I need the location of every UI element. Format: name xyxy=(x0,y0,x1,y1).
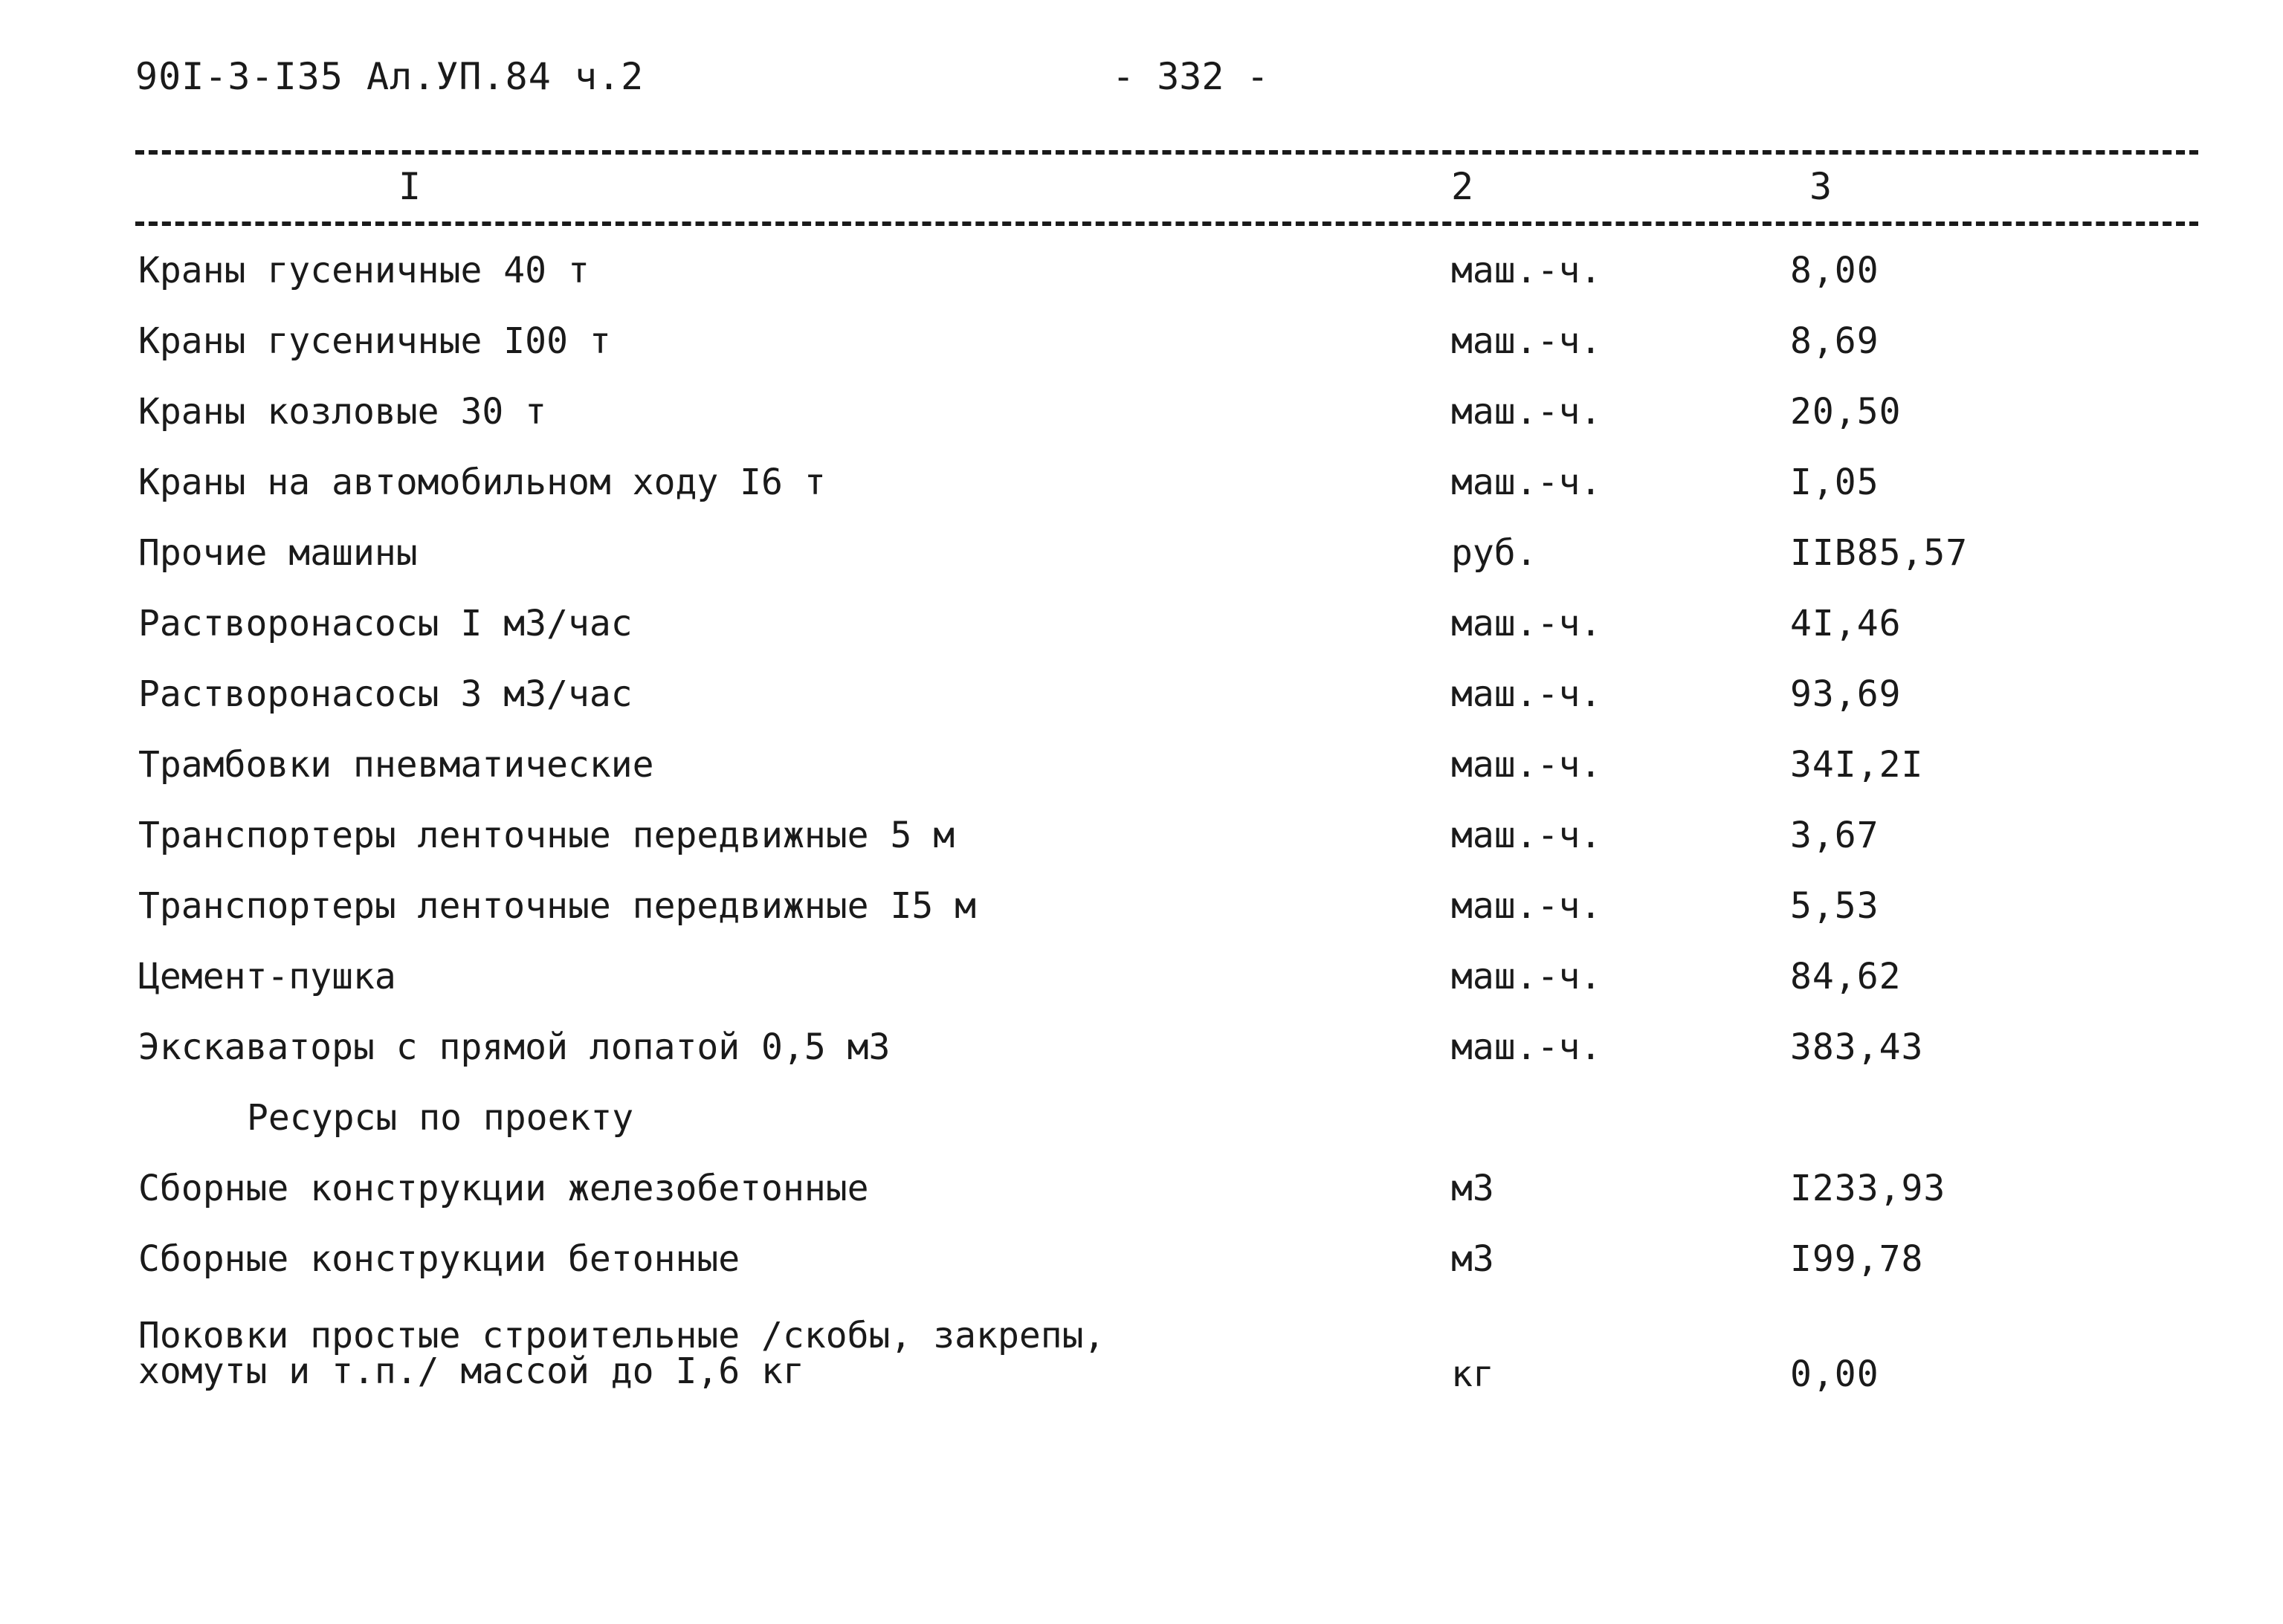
table-row xyxy=(0,956,2283,1026)
table-row xyxy=(0,603,2283,673)
resource-value: 383,43 xyxy=(1790,1026,1924,1068)
table-row xyxy=(0,885,2283,956)
resource-name: Краны на автомобильном ходу I6 т xyxy=(138,462,826,503)
resource-unit: маш.-ч. xyxy=(1451,885,1602,927)
resource-value: 20,50 xyxy=(1790,391,1902,433)
table-row xyxy=(0,532,2283,603)
resource-name: Экскаваторы с прямой лопатой 0,5 м3 xyxy=(138,1026,891,1068)
page-number: - 332 - xyxy=(1112,55,1269,98)
resource-name: Транспортеры ленточные передвижные 5 м xyxy=(138,815,955,856)
table-row xyxy=(0,462,2283,532)
resource-unit: маш.-ч. xyxy=(1451,815,1602,856)
document-code: 90I-3-I35 Ал.УП.84 ч.2 xyxy=(135,55,645,98)
resource-unit: маш.-ч. xyxy=(1451,744,1602,786)
resource-unit: м3 xyxy=(1451,1168,1494,1209)
resource-name: Сборные конструкции железобетонные xyxy=(138,1168,869,1209)
resource-value: I99,78 xyxy=(1790,1238,1924,1280)
resource-unit: маш.-ч. xyxy=(1451,673,1602,715)
resource-unit: маш.-ч. xyxy=(1451,250,1602,291)
column-header-2: 2 xyxy=(1451,165,1474,208)
section-heading-row xyxy=(0,1097,2283,1168)
table-row xyxy=(0,673,2283,744)
resource-name: Цемент-пушка xyxy=(138,956,396,997)
table-body xyxy=(0,250,2283,1420)
column-header-1: I xyxy=(398,165,422,208)
resource-name: Растворонасосы I м3/час xyxy=(138,603,633,644)
resource-unit: кг xyxy=(1451,1353,1494,1395)
table-row xyxy=(0,744,2283,815)
resource-name: Краны гусеничные 40 т xyxy=(138,250,590,291)
resource-name: Транспортеры ленточные передвижные I5 м xyxy=(138,885,977,927)
resource-name: Сборные конструкции бетонные xyxy=(138,1238,740,1280)
table-row xyxy=(0,320,2283,391)
resource-value: 8,69 xyxy=(1790,320,1879,362)
resource-name: Краны гусеничные I00 т xyxy=(138,320,611,362)
resource-value: I,05 xyxy=(1790,462,1879,503)
resource-unit: руб. xyxy=(1451,532,1537,574)
resource-value: 3,67 xyxy=(1790,815,1879,856)
resource-unit: маш.-ч. xyxy=(1451,462,1602,503)
resource-value: 93,69 xyxy=(1790,673,1902,715)
resource-value: 0,00 xyxy=(1790,1353,1879,1395)
resource-name: Краны козловые 30 т xyxy=(138,391,547,433)
table-row xyxy=(0,815,2283,885)
resource-unit: маш.-ч. xyxy=(1451,603,1602,644)
resource-value: IIB85,57 xyxy=(1790,532,1969,574)
table-row xyxy=(0,1238,2283,1309)
table-header-rule xyxy=(135,221,2198,226)
table-top-rule xyxy=(135,150,2198,155)
resource-value: 84,62 xyxy=(1790,956,1902,997)
table-row xyxy=(0,391,2283,462)
table-row xyxy=(0,1026,2283,1097)
resource-unit: маш.-ч. xyxy=(1451,1026,1602,1068)
resource-unit: маш.-ч. xyxy=(1451,956,1602,997)
column-header-3: 3 xyxy=(1809,165,1832,208)
resource-value: I233,93 xyxy=(1790,1168,1946,1209)
resource-value: 5,53 xyxy=(1790,885,1879,927)
resource-value: 4I,46 xyxy=(1790,603,1902,644)
table-row xyxy=(0,1309,2283,1420)
resource-name: Трамбовки пневматические xyxy=(138,744,654,786)
resource-name: Растворонасосы 3 м3/час xyxy=(138,673,633,715)
resource-name: Прочие машины xyxy=(138,532,418,574)
resource-value: 34I,2I xyxy=(1790,744,1924,786)
table-row xyxy=(0,1168,2283,1238)
resource-name: Поковки простые строительные /скобы, закрепы, хомуты и т.п./ массой до I,6 кг xyxy=(138,1315,1105,1392)
resource-unit: м3 xyxy=(1451,1238,1494,1280)
resource-unit: маш.-ч. xyxy=(1451,391,1602,433)
resource-unit: маш.-ч. xyxy=(1451,320,1602,362)
table-row xyxy=(0,250,2283,320)
resource-value: 8,00 xyxy=(1790,250,1879,291)
section-title: Ресурсы по проекту xyxy=(247,1097,634,1139)
